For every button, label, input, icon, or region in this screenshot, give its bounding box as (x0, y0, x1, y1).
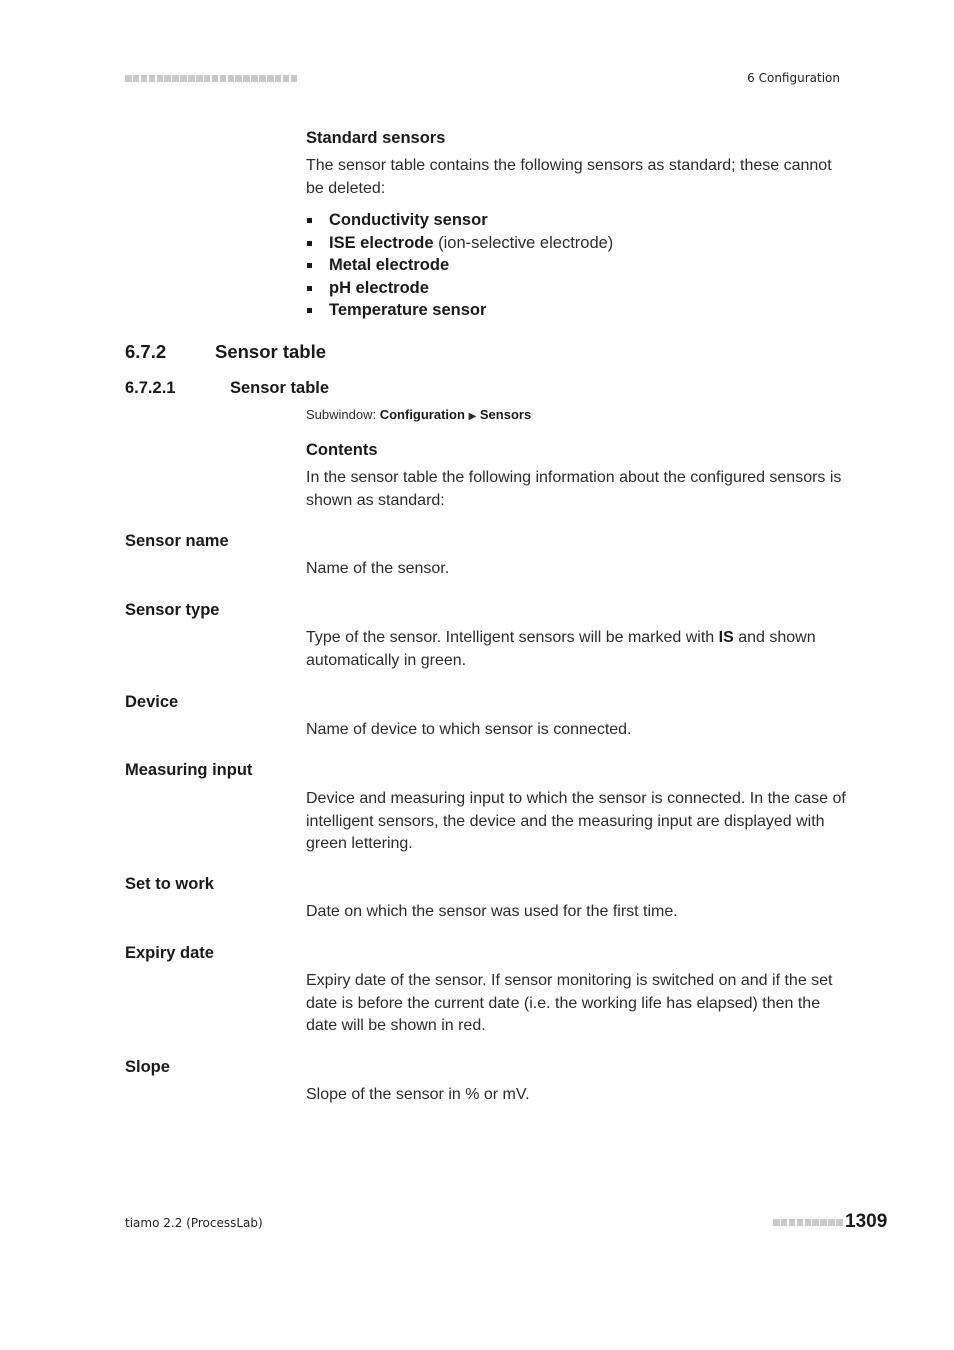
arrow-right-icon: ▶ (468, 411, 477, 422)
subwindow-path: Subwindow: Configuration ▶ Sensors (306, 407, 532, 422)
page-number: 1309 (845, 1211, 888, 1232)
desc-set-to-work: Date on which the sensor was used for the first time. (306, 903, 678, 920)
bullet-icon (307, 308, 312, 313)
desc-sensor-type: Type of the sensor. Intelligent sensors will be marked with IS and shown automatically in green. (306, 629, 816, 669)
footer-decoration (773, 1219, 843, 1226)
standard-sensors-heading: Standard sensors (306, 129, 446, 147)
list-item: Temperature sensor (306, 299, 846, 322)
section-number: 6.7.2 (125, 341, 167, 362)
list-item: Metal electrode (306, 254, 846, 277)
section-title: Sensor table (215, 341, 327, 362)
term-set-to-work: Set to work (125, 875, 214, 893)
contents-intro: In the sensor table the following information about the configured sensors is shown as standard: (306, 469, 842, 509)
term-expiry-date: Expiry date (125, 944, 214, 962)
standard-sensors-list (306, 209, 846, 322)
header-decoration (125, 75, 297, 82)
list-item: pH electrode (306, 277, 846, 300)
term-device: Device (125, 693, 179, 711)
term-measuring-input: Measuring input (125, 761, 253, 779)
desc-device: Name of device to which sensor is connected. (306, 721, 632, 738)
bullet-icon (307, 241, 312, 246)
standard-sensors-intro: The sensor table contains the following sensors as standard; these cannot be deleted: (306, 157, 832, 197)
bullet-icon (307, 218, 312, 223)
footer-product: tiamo 2.2 (ProcessLab) (125, 1216, 263, 1230)
term-sensor-name: Sensor name (125, 532, 229, 550)
term-slope: Slope (125, 1058, 170, 1076)
list-item: ISE electrode (ion-selective electrode) (306, 232, 846, 255)
bullet-icon (307, 286, 312, 291)
desc-measuring-input: Device and measuring input to which the sensor is connected. In the case of intelligent sensors, the device and the measuring input are displayed with green lettering. (306, 790, 846, 852)
list-item: Conductivity sensor (306, 209, 846, 232)
desc-sensor-name: Name of the sensor. (306, 560, 450, 577)
term-sensor-type: Sensor type (125, 601, 220, 619)
subsection-title: Sensor table (230, 379, 330, 397)
chapter-header: 6 Configuration (747, 71, 840, 85)
subsection-number: 6.7.2.1 (125, 379, 176, 397)
contents-heading: Contents (306, 441, 378, 459)
desc-expiry-date: Expiry date of the sensor. If sensor monitoring is switched on and if the set date is before the current date (i.e. the working life has elapsed) then the date will be shown in red. (306, 972, 833, 1034)
desc-slope: Slope of the sensor in % or mV. (306, 1086, 530, 1103)
bullet-icon (307, 263, 312, 268)
